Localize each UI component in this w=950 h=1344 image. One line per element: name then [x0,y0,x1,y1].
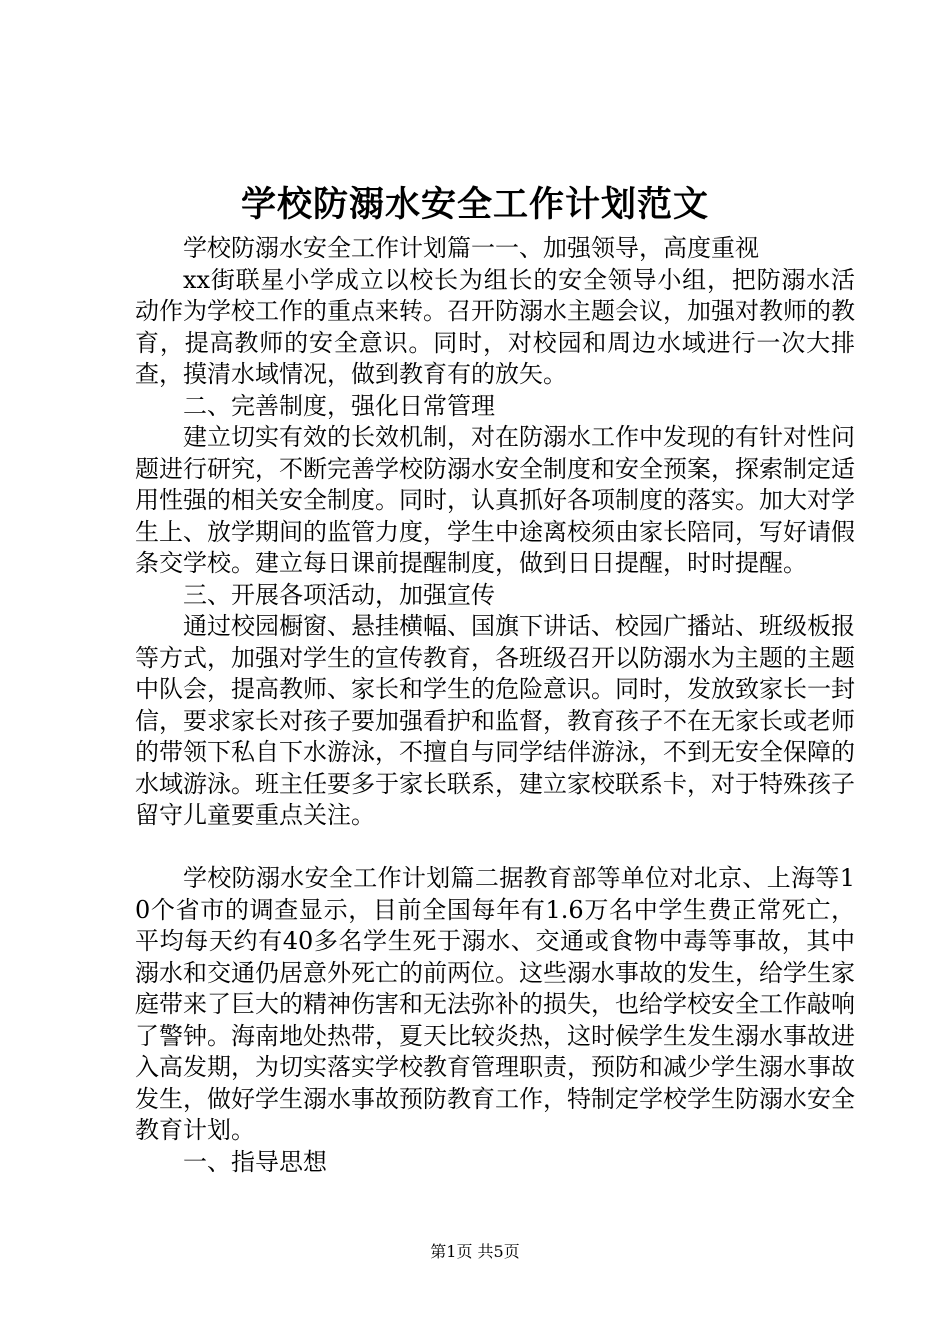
paragraph-gap [135,832,855,864]
page-number-footer: 第1页 共5页 [430,1242,520,1261]
paragraph: 学校防溺水安全工作计划篇二据教育部等单位对北京、上海等10个省市的调查显示，目前全国每年有1.6万名中学生费正常死亡，平均每天约有40多名学生死于溺水、交通或食物中毒等事故，其中溺水和交通仍居意外死亡的前两位。这些溺水事故的发生，给学生家庭带来了巨大的精神伤害和无法弥补的损失，也给学校安全工作敲响了警钟。海南地处热带，夏天比较炎热，这时候学生发生溺水事故进入高发期，为切实落实学校教育管理职责，预防和减少学生溺水事故发生，做好学生溺水事故预防教育工作，特制定学校学生防溺水安全教育计划。 [135,864,855,1144]
paragraph-heading-1: 学校防溺水安全工作计划篇一一、加强领导，高度重视 [183,234,759,262]
paragraph: 通过校园橱窗、悬挂横幅、国旗下讲话、校园广播站、班级板报等方式，加强对学生的宣传教育，各班级召开以防溺水为主题的主题中队会，提高教师、家长和学生的危险意识。同时，发放致家长一封信，要求家长对孩子要加强看护和监督，教育孩子不在无家长或老师的带领下私自下水游泳，不擅自与同学结伴游泳，不到无安全保障的水域游泳。班主任要多于家长联系，建立家校联系卡，对于特殊孩子留守儿童要重点关注。 [135,612,855,829]
paragraph: 建立切实有效的长效机制，对在防溺水工作中发现的有针对性问题进行研究，不断完善学校防溺水安全制度和安全预案，探索制定适用性强的相关安全制度。同时，认真抓好各项制度的落实。加大对学生上、放学期间的监管力度，学生中途离校须由家长陪同，写好请假条交学校。建立每日课前提醒制度，做到日日提醒，时时提醒。 [135,423,855,577]
paragraph-heading-3: 三、开展各项活动，加强宣传 [183,580,495,609]
paragraph-heading-2: 二、完善制度，强化日常管理 [183,391,495,420]
paragraph: xx街联星小学成立以校长为组长的安全领导小组，把防溺水活动作为学校工作的重点来转。召开防溺水主题会议，加强对教师的教育，提高教师的安全意识。同时，对校园和周边水域进行一次大排查，摸清水域情况，做到教育有的放矢。 [135,265,855,388]
document-title: 学校防溺水安全工作计划范文 [240,184,709,225]
document-body [135,233,855,1178]
paragraph-heading-4: 一、指导思想 [183,1147,327,1176]
